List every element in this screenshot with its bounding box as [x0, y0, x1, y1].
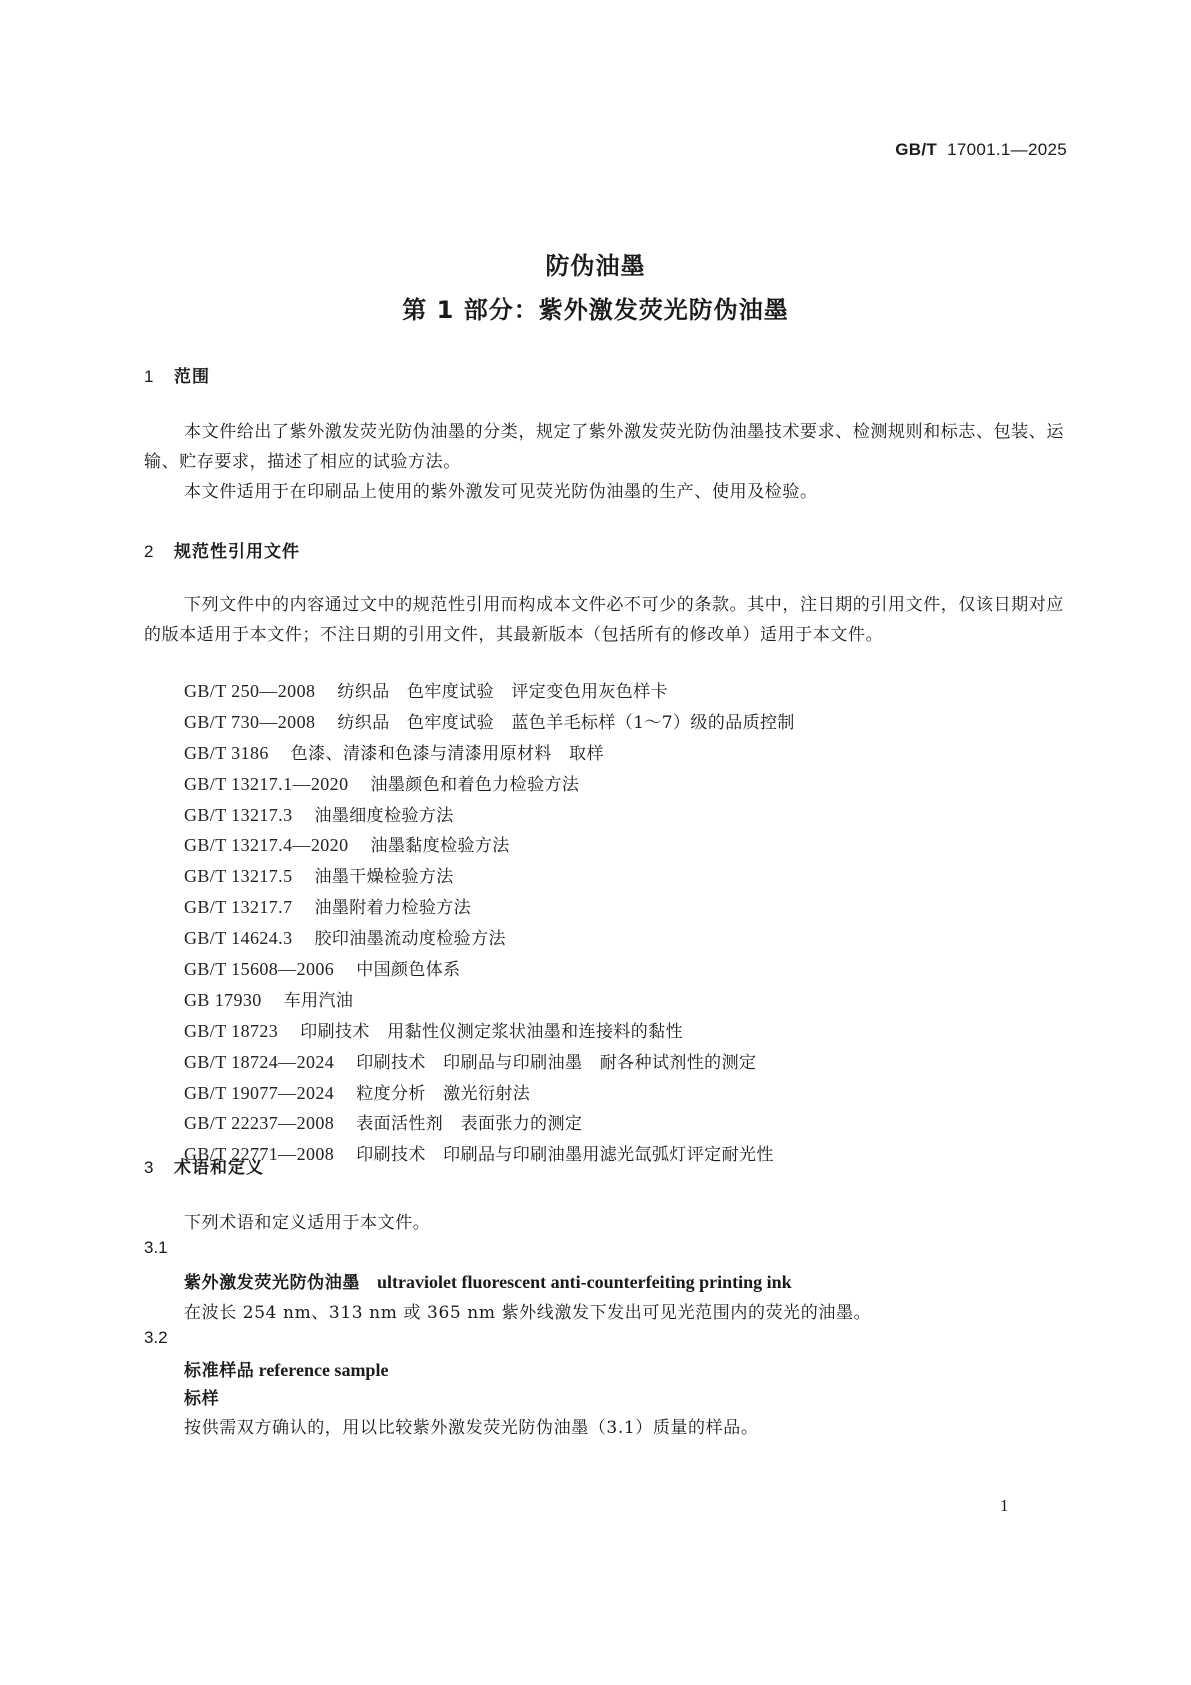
section-number: 1	[144, 367, 155, 386]
reference-code: GB/T 13217.1—2020	[184, 773, 349, 794]
reference-title: 油墨干燥检验方法	[314, 867, 454, 888]
reference-code: GB/T 18723	[184, 1020, 279, 1041]
scope-paragraph-1: 本文件给出了紫外激发荧光防伪油墨的分类，规定了紫外激发荧光防伪油墨技术要求、检测规则和标志、包装、运输、贮存要求，描述了相应的试验方法。	[144, 422, 1064, 472]
term-alias: 标样	[184, 1389, 220, 1409]
reference-code: GB/T 19077—2024	[184, 1082, 335, 1103]
term-heading	[184, 1356, 388, 1381]
reference-title: 油墨颜色和着色力检验方法	[370, 774, 580, 795]
term-name-en: ultraviolet fluorescent anti-counterfeiting printing ink	[377, 1272, 792, 1292]
reference-title: 胶印油墨流动度检验方法	[314, 929, 506, 950]
reference-title: 纺织品 色牢度试验 评定变色用灰色样卡	[337, 682, 668, 702]
reference-code: GB/T 22237—2008	[184, 1113, 335, 1134]
standard-number: 17001.1—2025	[947, 140, 1067, 159]
scope-paragraph-2: 本文件适用于在印刷品上使用的紫外激发可见荧光防伪油墨的生产、使用及检验。	[184, 482, 818, 502]
reference-list	[184, 676, 795, 1170]
reference-item	[184, 707, 795, 738]
references-intro: 下列文件中的内容通过文中的规范性引用而构成本文件必不可少的条款。其中，注日期的引用文件，仅该日期对应的版本适用于本文件；不注日期的引用文件，其最新版本（包括所有的修改单）适用于本文件。	[144, 595, 1064, 645]
section-2-heading	[144, 537, 300, 562]
reference-code: GB/T 13217.7	[184, 897, 293, 918]
reference-code: GB/T 18724—2024	[184, 1051, 335, 1072]
reference-item	[184, 1108, 795, 1139]
section-title: 术语和定义	[174, 1158, 264, 1178]
reference-code: GB/T 13217.3	[184, 804, 293, 825]
reference-code: GB/T 3186	[184, 742, 269, 763]
term-number: 3.2	[144, 1328, 168, 1347]
reference-item	[184, 861, 795, 892]
reference-title: 粒度分析 激光衍射法	[356, 1083, 531, 1104]
reference-title: 色漆、清漆和色漆与清漆用原材料 取样	[290, 743, 604, 764]
reference-title: 印刷技术 用黏性仪测定浆状油墨和连接料的黏性	[300, 1021, 683, 1042]
reference-title: 油墨细度检验方法	[314, 805, 454, 826]
section-title: 规范性引用文件	[174, 542, 300, 562]
reference-item	[184, 1078, 795, 1109]
document-title: 防伪油墨	[545, 252, 646, 280]
reference-code: GB/T 22771—2008	[184, 1144, 335, 1165]
reference-code: GB/T 15608—2006	[184, 959, 335, 980]
section-1-heading	[144, 362, 210, 387]
standard-prefix: GB/T	[895, 140, 938, 159]
section-number: 3	[144, 1158, 155, 1177]
reference-item	[184, 676, 795, 707]
term-alias-line	[184, 1384, 219, 1409]
term-name-cn: 紫外激发荧光防伪油墨	[184, 1273, 360, 1293]
reference-title: 印刷技术 印刷品与印刷油墨用滤光氙弧灯评定耐光性	[356, 1145, 774, 1166]
reference-item	[184, 800, 795, 831]
section-3-heading	[144, 1153, 264, 1178]
reference-title: 纺织品 色牢度试验 蓝色羊毛标样（1～7）级的品质控制	[337, 712, 795, 733]
document-subtitle: 第 1 部分：紫外激发荧光防伪油墨	[402, 296, 789, 324]
reference-code: GB/T 14624.3	[184, 928, 293, 949]
reference-title: 表面活性剂 表面张力的测定	[356, 1114, 583, 1135]
terms-intro: 下列术语和定义适用于本文件。	[184, 1213, 431, 1233]
reference-title: 印刷技术 印刷品与印刷油墨 耐各种试剂性的测定	[356, 1052, 757, 1073]
reference-item	[184, 1016, 795, 1047]
term-name-en: reference sample	[258, 1360, 389, 1380]
section-title: 范围	[174, 367, 210, 387]
reference-title: 油墨附着力检验方法	[314, 898, 472, 919]
reference-item	[184, 892, 795, 923]
reference-title: 中国颜色体系	[356, 960, 461, 981]
reference-code: GB/T 13217.5	[184, 866, 293, 887]
term-name-cn: 标准样品	[184, 1361, 255, 1381]
reference-item	[184, 923, 795, 954]
term-definition: 按供需双方确认的，用以比较紫外激发荧光防伪油墨（3.1）质量的样品。	[184, 1418, 759, 1438]
reference-item	[184, 985, 795, 1016]
section-number: 2	[144, 542, 155, 561]
reference-item	[184, 830, 795, 861]
term-number: 3.1	[144, 1238, 168, 1257]
reference-title: 油墨黏度检验方法	[370, 836, 510, 857]
reference-item	[184, 769, 795, 800]
page-number: 1	[1000, 1496, 1009, 1515]
reference-code: GB/T 13217.4—2020	[184, 835, 349, 856]
term-definition: 在波长 254 nm、313 nm 或 365 nm 紫外线激发下发出可见光范围内的荧光的油墨。	[184, 1303, 872, 1323]
reference-item	[184, 1047, 795, 1078]
reference-code: GB/T 250—2008	[184, 681, 316, 701]
term-heading	[184, 1268, 792, 1293]
reference-item	[184, 954, 795, 985]
reference-title: 车用汽油	[283, 990, 354, 1011]
reference-item	[184, 738, 795, 769]
reference-item	[184, 1139, 795, 1170]
reference-code: GB/T 730—2008	[184, 711, 316, 732]
reference-code: GB 17930	[184, 989, 262, 1010]
standard-code	[895, 140, 1067, 160]
